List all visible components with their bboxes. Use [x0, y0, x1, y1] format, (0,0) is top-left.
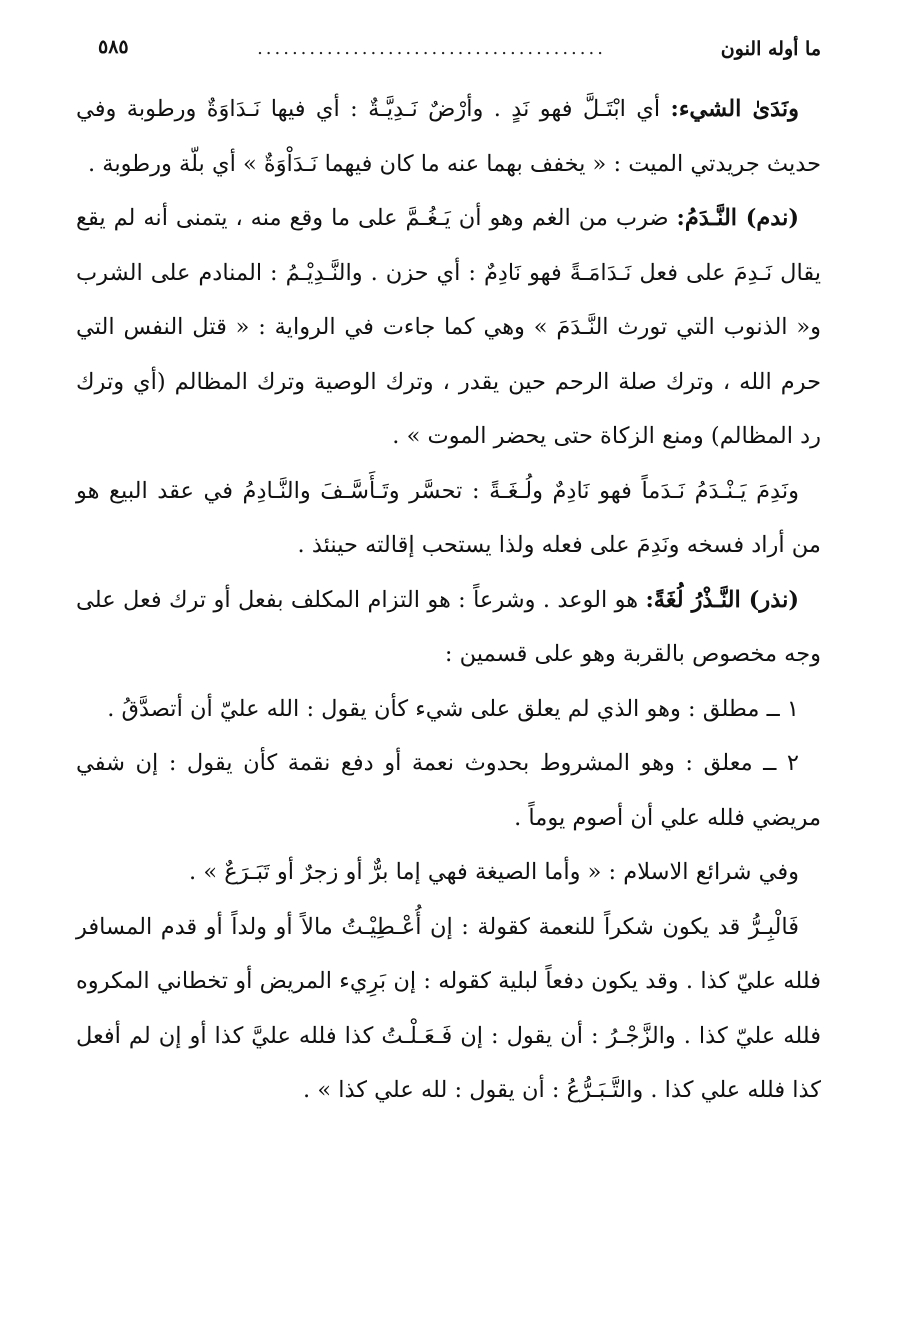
explanation-birr — [76, 900, 821, 1118]
entry-root: (ندم) — [745, 205, 799, 231]
entry-text: ونَدِمَ يَـنْـدَمُ نَـدَماً فهو نَادِمٌ ولُـغَـةً : تحسَّر وتَـأَسَّـفَ والنَّـادِمُ في عقد البيع هو من أراد فسخه ونَدِمَ على فعله ولذا يستحب إقالته حينئذ . — [76, 477, 821, 558]
entry-nadhr — [76, 573, 821, 682]
page-header — [76, 30, 821, 70]
quote-text: وفي شرائع الاسلام : « وأما الصيغة فهي إما برٌّ أو زجرٌ أو تَبَـرَعٌ » . — [189, 859, 799, 885]
entry-term: النَّـذْرُ لُغَةً: — [645, 586, 749, 613]
dotted-leader: ........................................ — [257, 38, 606, 59]
entry-nada — [76, 82, 821, 191]
list-item-muallaq — [76, 736, 821, 845]
page-body — [76, 82, 821, 1118]
document-page — [76, 30, 821, 1118]
list-item-mutlaq — [76, 682, 821, 737]
running-head-title: ما أوله النون — [720, 38, 821, 60]
page-number: ٥٨٥ — [98, 36, 129, 58]
entry-text: هو الوعد . وشرعاً : هو التزام المكلف بفعل أو ترك فعل على وجه مخصوص بالقربة وهو على قسمين : — [76, 586, 821, 667]
entry-text: أي ابْتَـلَّ فهو نَدٍ . وأرْضٌ نَـدِيَّـةٌ : أي فيها نَـدَاوَةٌ ورطوبة وفي حديث جريدتي الميت : « يخفف بهما عنه ما كان فيهما نَـدَاْوَةٌ » أي بلّة ورطوبة . — [76, 96, 821, 177]
quote-sharai — [76, 845, 821, 900]
entry-root: (نذر) — [748, 586, 799, 613]
entry-nadam — [76, 191, 821, 464]
entry-text: ضرب من الغم وهو أن يَـغُـمَّ على ما وقع منه ، يتمنى أنه لم يقع يقال نَـدِمَ على فعل نَـدَامَـةً فهو نَادِمٌ : أي حزن . والنَّـدِيْـمُ : المنادم على الشرب و« الذنوب التي تورث النَّـدَمَ » وهي كما جاءت في الرواية : « قتل النفس التي حرم الله ، وترك صلة الرحم حين يقدر ، وترك الوصية وترك المظالم (أي وترك رد المظالم) ومنع الزكاة حتى يحضر الموت » . — [76, 205, 821, 449]
entry-term: النَّـدَمُ: — [676, 205, 746, 231]
entry-nadima — [76, 464, 821, 573]
list-item-text: ٢ ــ معلق : وهو المشروط بحدوث نعمة أو دفع نقمة كأن يقول : إن شفي مريضي فلله علي أن أصوم يوماً . — [76, 750, 821, 831]
explanation-text: فَالْبِـرُّ قد يكون شكراً للنعمة كقولة : إن أُعْـطِيْـتُ مالاً أو ولداً أو قدم المسافر فلله عليّ كذا . وقد يكون دفعاً لبلية كقوله : إن بَرِيء المريض أو تخطاني المكروه فلله عليّ كذا . والزَّجْـرُ : أن يقول : إن فَـعَـلْـتُ كذا فلله عليَّ كذا أو إن لم أفعل كذا فلله علي كذا . والتَّـبَـرُّعُ : أن يقول : لله علي كذا » . — [76, 913, 821, 1103]
entry-term: ونَدَىٰ الشيء: — [670, 96, 799, 122]
list-item-text: ١ ــ مطلق : وهو الذي لم يعلق على شيء كأن يقول : الله عليّ أن أتصدَّقُ . — [107, 695, 799, 722]
